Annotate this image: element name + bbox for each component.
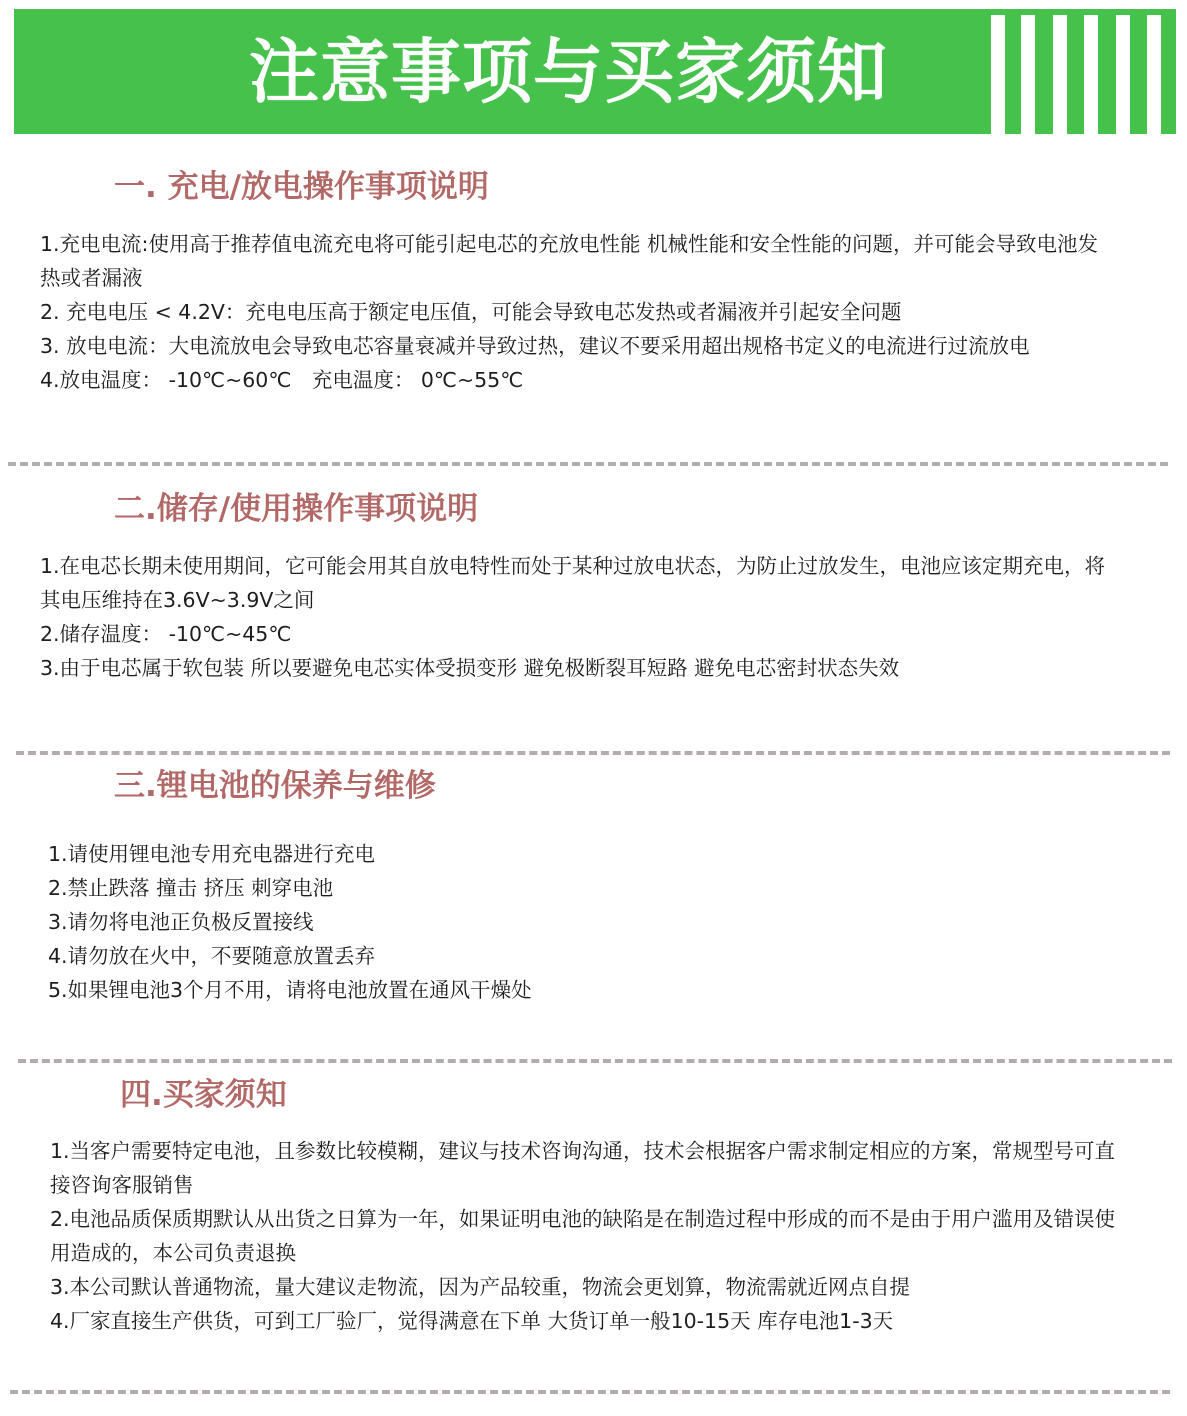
banner-title: 注意事项与买家须知 bbox=[249, 31, 888, 113]
section-list-maintenance bbox=[48, 837, 1126, 1007]
list-item: 1.请使用锂电池专用充电器进行充电 bbox=[48, 842, 376, 866]
list-item: 3.请勿将电池正负极反置接线 bbox=[48, 910, 314, 934]
list-item: 4.放电温度： -10℃~60℃ 充电温度： 0℃~55℃ bbox=[40, 368, 524, 392]
list-item: 3.本公司默认普通物流，量大建议走物流，因为产品较重，物流会更划算，物流需就近网点自提 bbox=[50, 1275, 911, 1299]
banner-stripe bbox=[991, 15, 1005, 134]
section-title-charging: 一. 充电/放电操作事项说明 bbox=[114, 169, 489, 205]
list-item: 2.储存温度： -10℃~45℃ bbox=[40, 622, 292, 646]
section-divider bbox=[10, 1390, 1170, 1394]
list-item: 3.由于电芯属于软包装 所以要避免电芯实体受损变形 避免极断裂耳短路 避免电芯密封状态失效 bbox=[40, 656, 900, 680]
list-item: 4.请勿放在火中，不要随意放置丢弃 bbox=[48, 944, 376, 968]
section-list-buyer-notice bbox=[50, 1134, 1130, 1338]
section-divider bbox=[18, 1059, 1172, 1063]
list-item: 2. 充电电压 < 4.2V：充电电压高于额定电压值，可能会导致电芯发热或者漏液并引起安全问题 bbox=[40, 300, 902, 324]
section-divider bbox=[8, 462, 1168, 466]
section-title-storage: 二.储存/使用操作事项说明 bbox=[114, 491, 479, 527]
banner-stripe bbox=[1053, 15, 1067, 134]
list-item: 5.如果锂电池3个月不用，请将电池放置在通风干燥处 bbox=[48, 978, 532, 1002]
list-item: 2.电池品质保质期默认从出货之日算为一年，如果证明电池的缺陷是在制造过程中形成的而不是由于用户滥用及错误使用造成的，本公司负责退换 bbox=[50, 1207, 1116, 1265]
list-item: 4.厂家直接生产供货，可到工厂验厂，觉得满意在下单 大货订单一般10-15天 库存电池1-3天 bbox=[50, 1309, 894, 1333]
title-banner bbox=[14, 9, 1176, 134]
list-item: 1.当客户需要特定电池，且参数比较模糊，建议与技术咨询沟通，技术会根据客户需求制定相应的方案，常规型号可直接咨询客服销售 bbox=[50, 1139, 1116, 1197]
banner-stripe bbox=[1021, 15, 1035, 134]
banner-stripe bbox=[1084, 15, 1098, 134]
banner-stripe bbox=[1116, 15, 1130, 134]
list-item: 1.在电芯长期未使用期间，它可能会用其自放电特性而处于某种过放电状态，为防止过放发生，电池应该定期充电，将其电压维持在3.6V~3.9V之间 bbox=[40, 554, 1106, 612]
section-list-charging bbox=[40, 227, 1100, 397]
banner-stripe bbox=[1147, 15, 1161, 134]
section-title-buyer-notice: 四.买家须知 bbox=[120, 1077, 287, 1113]
list-item: 2.禁止跌落 撞击 挤压 刺穿电池 bbox=[48, 876, 334, 900]
section-list-storage bbox=[40, 549, 1118, 685]
list-item: 1.充电电流:使用高于推荐值电流充电将可能引起电芯的充放电性能 机械性能和安全性能的问题，并可能会导致电池发热或者漏液 bbox=[40, 232, 1098, 290]
section-title-maintenance: 三.锂电池的保养与维修 bbox=[114, 768, 436, 804]
section-divider bbox=[16, 751, 1170, 755]
list-item: 3. 放电电流：大电流放电会导致电芯容量衰减并导致过热，建议不要采用超出规格书定义的电流进行过流放电 bbox=[40, 334, 1030, 358]
